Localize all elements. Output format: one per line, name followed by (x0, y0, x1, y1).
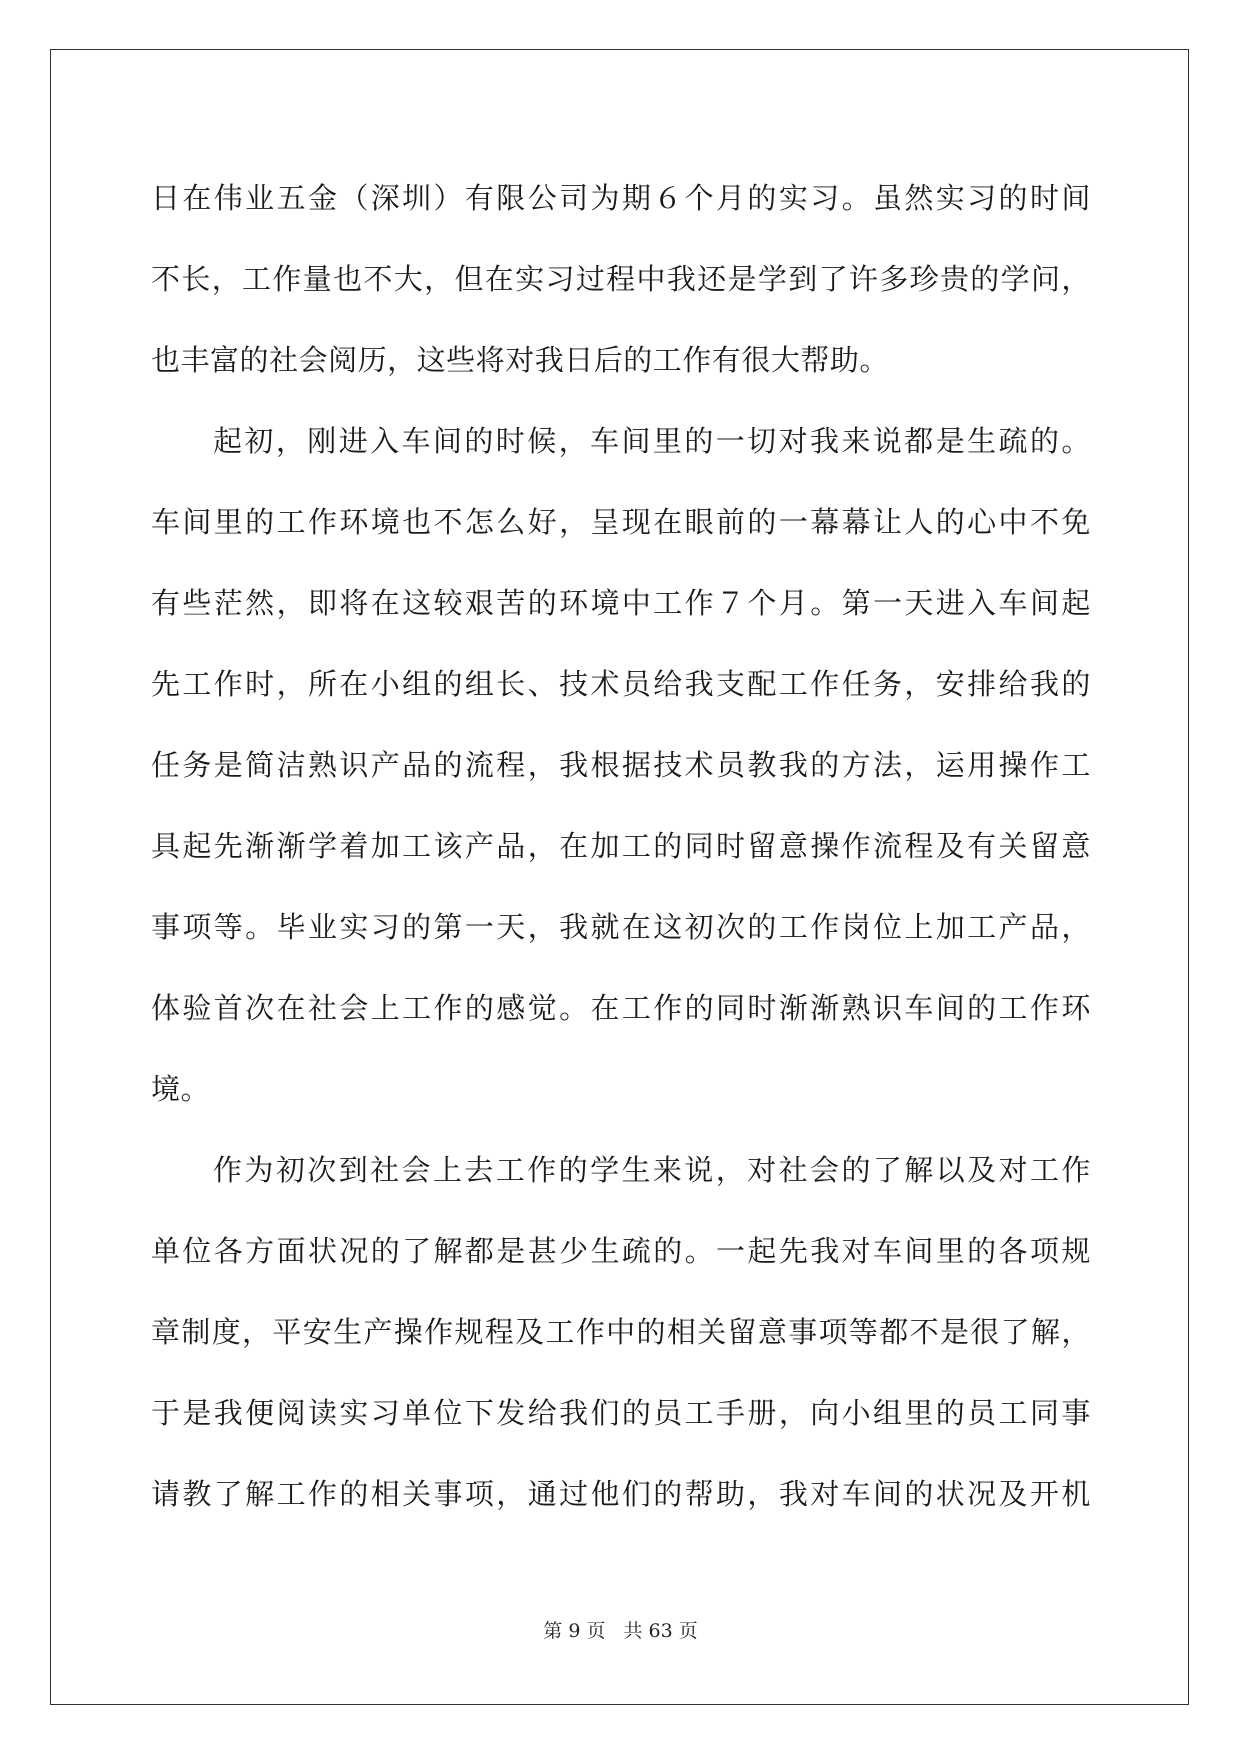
text-line: 日 在 伟 业 五 金 （ 深 圳 ） 有 限 公 司 为 期 ６ 个 月 的 实 习 。 虽 然 实 习 的 时 间 (151, 181, 1091, 215)
text-line: 于 是 我 便 阅 读 实 习 单 位 下 发 给 我 们 的 员 工 手 册 ， 向 小 组 里 的 员 工 同 事 (151, 1396, 1091, 1430)
document-body (151, 158, 1091, 1535)
text-line: 体 验 首 次 在 社 会 上 工 作 的 感 觉 。 在 工 作 的 同 时 渐 渐 熟 识 车 间 的 工 作 环 (151, 991, 1091, 1025)
page-footer (0, 1616, 1241, 1643)
text-line: 先 工 作 时 ， 所 在 小 组 的 组 长 、 技 术 员 给 我 支 配 工 作 任 务 ， 安 排 给 我 的 (151, 667, 1091, 701)
page-number: 第 9 页 (543, 1620, 606, 1642)
text-line: 不 长 ， 工 作 量 也 不 大 ， 但 在 实 习 过 程 中 我 还 是 学 到 了 许 多 珍 贵 的 学 问 ， (151, 262, 1091, 296)
page-total: 共 63 页 (623, 1620, 698, 1642)
text-line: 具 起 先 渐 渐 学 着 加 工 该 产 品 ， 在 加 工 的 同 时 留 意 操 作 流 程 及 有 关 留 意 (151, 829, 1091, 863)
text-line: 车 间 里 的 工 作 环 境 也 不 怎 么 好 ， 呈 现 在 眼 前 的 一 幕 幕 让 人 的 心 中 不 免 (151, 505, 1091, 539)
text-line: 事 项 等 。 毕 业 实 习 的 第 一 天 ， 我 就 在 这 初 次 的 工 作 岗 位 上 加 工 产 品 ， (151, 910, 1091, 944)
text-line: 有 些 茫 然 ， 即 将 在 这 较 艰 苦 的 环 境 中 工 作 ７ 个 月 。 第 一 天 进 入 车 间 起 (151, 586, 1091, 620)
paragraph-start-line: 作 为 初 次 到 社 会 上 去 工 作 的 学 生 来 说 ， 对 社 会 的 了 解 以 及 对 工 作 (213, 1153, 1091, 1187)
text-line: 章 制 度 ， 平 安 生 产 操 作 规 程 及 工 作 中 的 相 关 留 意 事 项 等 都 不 是 很 了 解 ， (151, 1315, 1091, 1349)
text-line: 也 丰 富 的 社 会 阅 历 ， 这 些 将 对 我 日 后 的 工 作 有 很 大 帮 助 。 (151, 343, 889, 377)
paragraph-start-line: 起 初 ， 刚 进 入 车 间 的 时 候 ， 车 间 里 的 一 切 对 我 来 说 都 是 生 疏 的 。 (213, 424, 1091, 458)
text-line: 境 。 (151, 1072, 211, 1106)
text-line: 任 务 是 简 洁 熟 识 产 品 的 流 程 ， 我 根 据 技 术 员 教 我 的 方 法 ， 运 用 操 作 工 (151, 748, 1091, 782)
text-line: 单 位 各 方 面 状 况 的 了 解 都 是 甚 少 生 疏 的 。 一 起 先 我 对 车 间 里 的 各 项 规 (151, 1234, 1091, 1268)
text-line: 请 教 了 解 工 作 的 相 关 事 项 ， 通 过 他 们 的 帮 助 ， 我 对 车 间 的 状 况 及 开 机 (151, 1477, 1091, 1511)
